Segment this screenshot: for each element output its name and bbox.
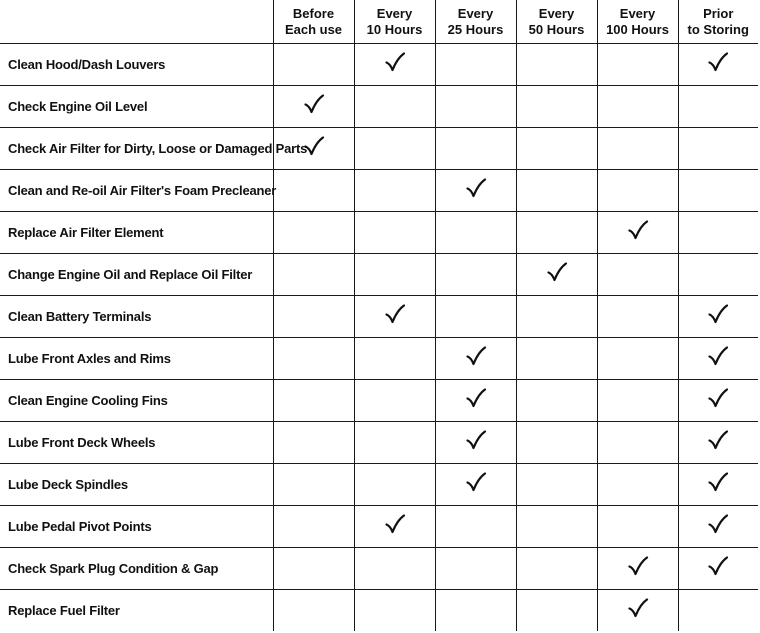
schedule-cell (678, 422, 758, 464)
checkmark-icon (627, 597, 649, 619)
schedule-cell (354, 548, 435, 590)
schedule-cell (516, 86, 597, 128)
schedule-cell (516, 254, 597, 296)
col-header-line1: Every (457, 5, 494, 21)
schedule-cell (354, 422, 435, 464)
schedule-cell (435, 128, 516, 170)
checkmark-icon (384, 51, 406, 73)
schedule-cell (435, 464, 516, 506)
schedule-cell (678, 254, 758, 296)
schedule-cell (354, 464, 435, 506)
checkmark-icon (707, 555, 729, 577)
schedule-cell (435, 44, 516, 86)
checkmark-icon (303, 93, 325, 115)
table-row (0, 590, 758, 632)
schedule-cell (516, 464, 597, 506)
task-label: Lube Deck Spindles (0, 464, 273, 506)
table-row (0, 422, 758, 464)
schedule-cell (435, 548, 516, 590)
schedule-cell (354, 212, 435, 254)
checkmark-icon (627, 555, 649, 577)
table-row (0, 128, 758, 170)
schedule-cell (597, 338, 678, 380)
schedule-cell (678, 170, 758, 212)
schedule-cell (435, 422, 516, 464)
schedule-cell (435, 86, 516, 128)
schedule-cell (354, 590, 435, 632)
col-header-line1: Every (376, 5, 413, 21)
checkmark-icon (465, 345, 487, 367)
schedule-cell (597, 170, 678, 212)
schedule-cell (597, 548, 678, 590)
col-header-prior-to-storing (678, 0, 758, 44)
schedule-cell (273, 254, 354, 296)
schedule-cell (435, 506, 516, 548)
table-row (0, 44, 758, 86)
table-row (0, 380, 758, 422)
col-header-line2: Each use (284, 21, 343, 37)
schedule-cell (516, 338, 597, 380)
task-rows (0, 44, 758, 632)
schedule-cell (678, 44, 758, 86)
schedule-cell (597, 212, 678, 254)
table-row (0, 464, 758, 506)
schedule-cell (435, 212, 516, 254)
table-row (0, 254, 758, 296)
checkmark-icon (465, 387, 487, 409)
schedule-cell (597, 380, 678, 422)
schedule-cell (435, 338, 516, 380)
schedule-cell (597, 254, 678, 296)
task-label: Clean Engine Cooling Fins (0, 380, 273, 422)
task-label: Check Spark Plug Condition & Gap (0, 548, 273, 590)
schedule-cell (435, 254, 516, 296)
col-header-line2: to Storing (687, 21, 749, 37)
schedule-cell (273, 380, 354, 422)
schedule-cell (354, 44, 435, 86)
schedule-cell (597, 296, 678, 338)
schedule-cell (516, 506, 597, 548)
schedule-cell (597, 86, 678, 128)
schedule-cell (273, 590, 354, 632)
schedule-cell (435, 380, 516, 422)
schedule-cell (678, 86, 758, 128)
schedule-cell (678, 548, 758, 590)
schedule-cell (354, 296, 435, 338)
schedule-cell (597, 44, 678, 86)
col-header-every-100-hours (597, 0, 678, 44)
schedule-cell (354, 86, 435, 128)
col-header-every-25-hours (435, 0, 516, 44)
schedule-cell (273, 170, 354, 212)
checkmark-icon (707, 471, 729, 493)
schedule-cell (597, 506, 678, 548)
schedule-cell (597, 464, 678, 506)
schedule-cell (516, 590, 597, 632)
schedule-cell (273, 86, 354, 128)
checkmark-icon (707, 51, 729, 73)
schedule-cell (516, 548, 597, 590)
task-label: Replace Air Filter Element (0, 212, 273, 254)
schedule-cell (435, 590, 516, 632)
checkmark-icon (465, 471, 487, 493)
schedule-cell (516, 128, 597, 170)
schedule-cell (354, 254, 435, 296)
schedule-cell (273, 338, 354, 380)
checkmark-icon (303, 135, 325, 157)
checkmark-icon (707, 387, 729, 409)
checkmark-icon (707, 303, 729, 325)
schedule-cell (678, 506, 758, 548)
schedule-cell (273, 212, 354, 254)
schedule-cell (354, 128, 435, 170)
checkmark-icon (707, 345, 729, 367)
schedule-cell (435, 170, 516, 212)
schedule-cell (597, 590, 678, 632)
col-header-line1: Every (538, 5, 575, 21)
task-label: Replace Fuel Filter (0, 590, 273, 632)
schedule-cell (678, 212, 758, 254)
task-label: Change Engine Oil and Replace Oil Filter (0, 254, 273, 296)
task-label: Lube Front Deck Wheels (0, 422, 273, 464)
schedule-cell (273, 296, 354, 338)
schedule-cell (435, 296, 516, 338)
task-label: Check Air Filter for Dirty, Loose or Damaged Parts (0, 128, 273, 170)
checkmark-icon (546, 261, 568, 283)
schedule-cell (516, 44, 597, 86)
checkmark-icon (707, 513, 729, 535)
schedule-cell (273, 422, 354, 464)
checkmark-icon (627, 219, 649, 241)
table-row (0, 548, 758, 590)
checkmark-icon (465, 429, 487, 451)
schedule-cell (597, 128, 678, 170)
schedule-cell (678, 464, 758, 506)
task-label: Check Engine Oil Level (0, 86, 273, 128)
schedule-cell (678, 296, 758, 338)
checkmark-icon (465, 177, 487, 199)
checkmark-icon (384, 513, 406, 535)
schedule-cell (273, 506, 354, 548)
col-header-line1: Prior (703, 5, 734, 21)
schedule-cell (516, 170, 597, 212)
table-row (0, 212, 758, 254)
schedule-cell (678, 590, 758, 632)
task-label: Clean Hood/Dash Louvers (0, 44, 273, 86)
schedule-cell (678, 380, 758, 422)
table-row (0, 296, 758, 338)
col-header-line1: Every (619, 5, 656, 21)
corner-cell (0, 0, 273, 44)
table-row (0, 170, 758, 212)
col-header-every-10-hours (354, 0, 435, 44)
checkmark-icon (707, 429, 729, 451)
col-header-line2: 100 Hours (606, 21, 669, 37)
schedule-cell (273, 464, 354, 506)
task-label: Lube Pedal Pivot Points (0, 506, 273, 548)
col-header-before-each-use (273, 0, 354, 44)
task-label: Clean Battery Terminals (0, 296, 273, 338)
col-header-line2: 50 Hours (528, 21, 585, 37)
col-header-every-50-hours (516, 0, 597, 44)
schedule-cell (678, 128, 758, 170)
schedule-cell (516, 380, 597, 422)
schedule-cell (354, 506, 435, 548)
task-label: Lube Front Axles and Rims (0, 338, 273, 380)
checkmark-icon (384, 303, 406, 325)
schedule-cell (273, 548, 354, 590)
col-header-line2: 10 Hours (366, 21, 423, 37)
schedule-cell (354, 170, 435, 212)
schedule-cell (678, 338, 758, 380)
table-row (0, 338, 758, 380)
col-header-line2: 25 Hours (447, 21, 504, 37)
col-header-line1: Before (292, 5, 335, 21)
schedule-cell (354, 338, 435, 380)
schedule-cell (516, 422, 597, 464)
table-row (0, 506, 758, 548)
schedule-cell (354, 380, 435, 422)
schedule-cell (516, 296, 597, 338)
schedule-cell (597, 422, 678, 464)
task-label: Clean and Re-oil Air Filter's Foam Precleaner (0, 170, 273, 212)
schedule-cell (516, 212, 597, 254)
table-row (0, 86, 758, 128)
schedule-cell (273, 44, 354, 86)
header-row (0, 0, 758, 44)
